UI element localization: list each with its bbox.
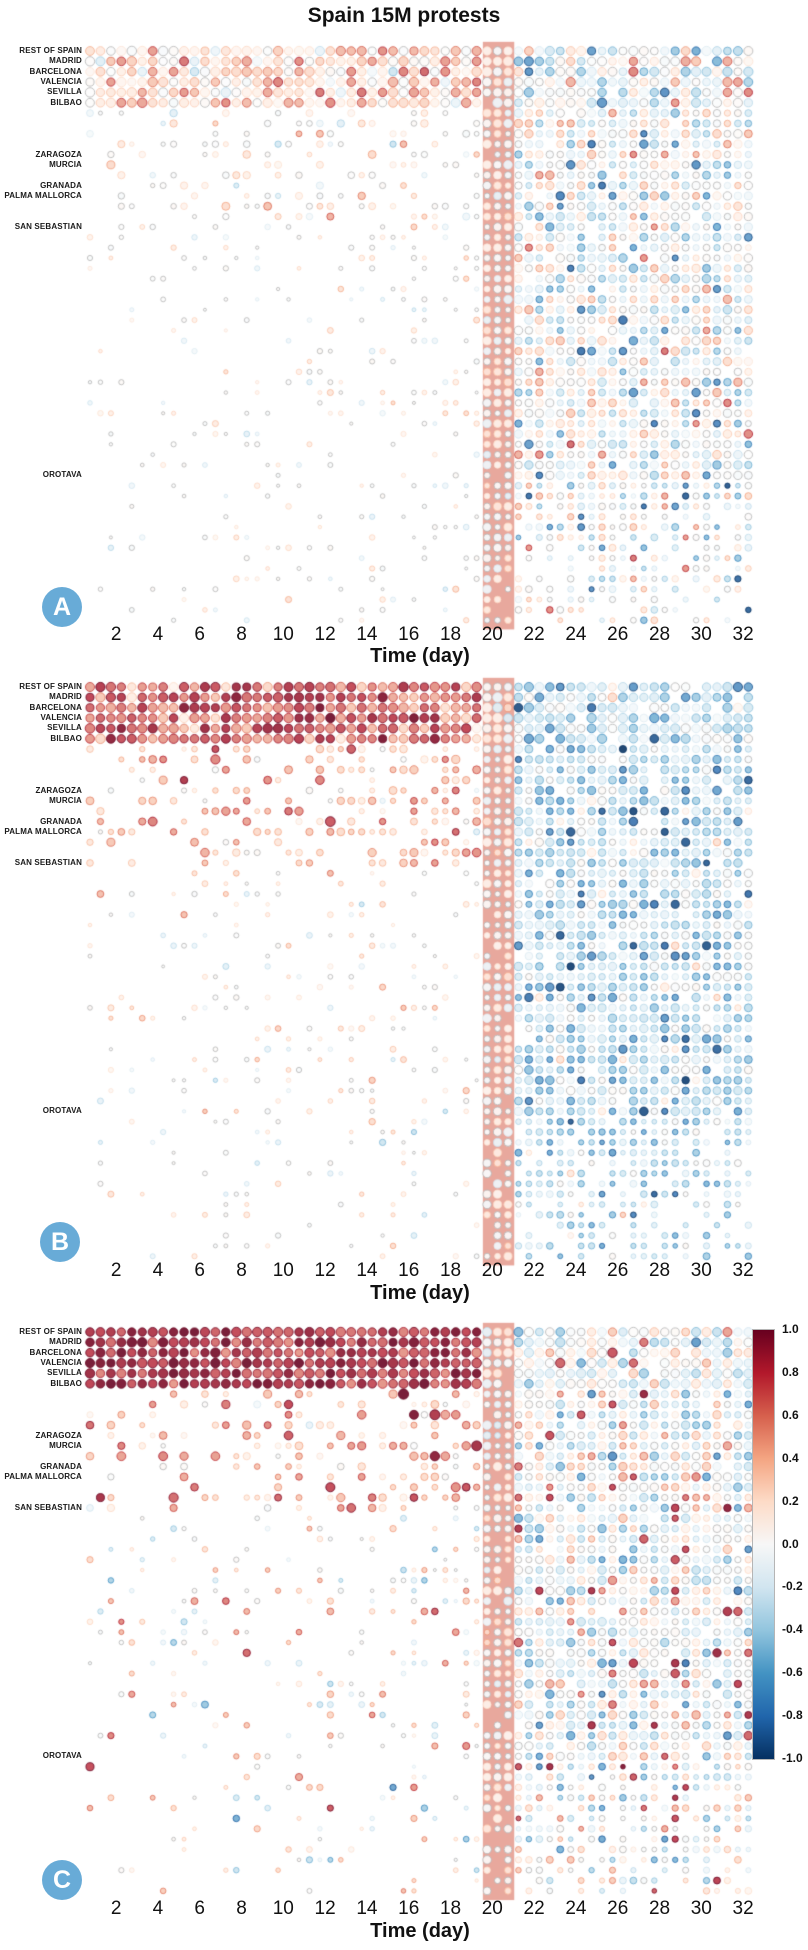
row-label-murcia: MURCIA xyxy=(49,159,82,169)
x-axis-label: Time (day) xyxy=(370,1282,470,1304)
panel-badge-b: B xyxy=(40,1222,80,1262)
row-label-san-sebastian: SAN SEBASTIAN xyxy=(14,857,82,867)
x-tick-label: 28 xyxy=(648,1898,671,1919)
row-label-barcelona: BARCELONA xyxy=(29,1347,82,1357)
colorbar-tick-label: 0.4 xyxy=(782,1450,799,1465)
x-tick-label: 22 xyxy=(523,1898,545,1919)
colorbar-tick-label: 0.0 xyxy=(782,1536,799,1551)
x-tick-label: 16 xyxy=(398,1898,420,1919)
x-tick-label: 26 xyxy=(607,624,629,645)
colorbar-tick-label: 1.0 xyxy=(782,1322,799,1336)
x-tick-label: 24 xyxy=(565,624,587,645)
x-tick-label: 30 xyxy=(690,624,712,645)
row-label-murcia: MURCIA xyxy=(49,795,82,805)
x-tick-label: 4 xyxy=(152,1260,164,1281)
row-label-rest-of-spain: REST OF SPAIN xyxy=(19,46,82,55)
colorbar-tick-label: 0.2 xyxy=(782,1493,799,1508)
x-axis-label: Time (day) xyxy=(370,645,470,667)
x-tick-label: 2 xyxy=(110,1898,122,1919)
x-tick-label: 6 xyxy=(194,1260,205,1281)
x-tick-label: 24 xyxy=(565,1898,587,1919)
x-tick-label: 18 xyxy=(439,1260,462,1281)
x-tick-label: 6 xyxy=(194,1898,205,1919)
x-tick-label: 18 xyxy=(439,1898,462,1919)
x-tick-label: 22 xyxy=(523,624,545,645)
colorbar-tick-label: -0.2 xyxy=(782,1579,803,1594)
row-label-murcia: MURCIA xyxy=(49,1440,82,1450)
row-label-palma-mallorca: PALMA MALLORCA xyxy=(4,826,82,836)
x-tick-label: 20 xyxy=(481,624,503,645)
x-tick-label: 18 xyxy=(439,624,462,645)
x-tick-label: 22 xyxy=(523,1260,545,1281)
row-label-madrid: MADRID xyxy=(49,1337,82,1347)
colorbar-tick-label: -0.4 xyxy=(782,1622,803,1637)
row-label-granada: GRANADA xyxy=(40,816,82,826)
row-label-zaragoza: ZARAGOZA xyxy=(35,149,82,159)
colorbar-gradient xyxy=(752,1329,775,1760)
row-label-zaragoza: ZARAGOZA xyxy=(35,785,82,795)
row-label-valencia: VALENCIA xyxy=(40,713,82,723)
x-axis-label: Time (day) xyxy=(370,1920,470,1942)
x-tick-label: 16 xyxy=(398,624,420,645)
colorbar-tick-label: 0.6 xyxy=(782,1407,799,1422)
x-tick-label: 26 xyxy=(607,1898,629,1919)
x-tick-label: 30 xyxy=(690,1260,712,1281)
colorbar-tick-label: -1.0 xyxy=(782,1751,803,1765)
x-tick-label: 4 xyxy=(152,1898,164,1919)
x-tick-label: 12 xyxy=(314,624,336,645)
row-label-madrid: MADRID xyxy=(49,692,82,702)
x-tick-label: 12 xyxy=(314,1260,336,1281)
x-tick-label: 14 xyxy=(356,1898,378,1919)
row-label-san-sebastian: SAN SEBASTIAN xyxy=(14,1502,82,1512)
x-tick-label: 6 xyxy=(194,624,205,645)
row-label-palma-mallorca: PALMA MALLORCA xyxy=(4,1471,82,1481)
row-label-valencia: VALENCIA xyxy=(40,77,82,87)
row-label-palma-mallorca: PALMA MALLORCA xyxy=(4,190,82,200)
colorbar-tick-label: -0.8 xyxy=(782,1708,803,1723)
x-tick-label: 8 xyxy=(236,1260,247,1281)
row-label-sevilla: SEVILLA xyxy=(47,87,82,97)
x-tick-label: 26 xyxy=(607,1260,629,1281)
x-tick-label: 4 xyxy=(152,624,164,645)
row-label-sevilla: SEVILLA xyxy=(47,1368,82,1378)
row-label-orotava: OROTAVA xyxy=(42,470,82,480)
x-tick-label: 10 xyxy=(272,1898,294,1919)
row-label-orotava: OROTAVA xyxy=(42,1751,82,1761)
x-tick-label: 30 xyxy=(690,1898,712,1919)
row-label-san-sebastian: SAN SEBASTIAN xyxy=(14,221,82,231)
panel-badge-a: A xyxy=(42,587,82,627)
x-tick-label: 28 xyxy=(648,624,671,645)
x-tick-label: 28 xyxy=(648,1260,671,1281)
row-label-bilbao: BILBAO xyxy=(50,97,82,107)
row-label-bilbao: BILBAO xyxy=(50,1378,82,1388)
row-label-sevilla: SEVILLA xyxy=(47,723,82,733)
row-label-valencia: VALENCIA xyxy=(40,1358,82,1368)
row-label-barcelona: BARCELONA xyxy=(29,702,82,712)
row-label-bilbao: BILBAO xyxy=(50,733,82,743)
x-tick-label: 2 xyxy=(110,624,122,645)
x-tick-label: 20 xyxy=(481,1260,503,1281)
row-label-granada: GRANADA xyxy=(40,1461,82,1471)
panel-badge-c: C xyxy=(42,1860,82,1900)
x-tick-label: 14 xyxy=(356,624,378,645)
x-tick-label: 32 xyxy=(732,1260,754,1281)
row-label-rest-of-spain: REST OF SPAIN xyxy=(19,682,82,691)
figure-title: Spain 15M protests xyxy=(307,4,501,27)
x-tick-label: 14 xyxy=(356,1260,378,1281)
row-label-zaragoza: ZARAGOZA xyxy=(35,1430,82,1440)
x-tick-label: 2 xyxy=(110,1260,122,1281)
x-tick-label: 8 xyxy=(236,624,247,645)
row-label-madrid: MADRID xyxy=(49,56,82,66)
x-tick-label: 24 xyxy=(565,1260,587,1281)
row-label-rest-of-spain: REST OF SPAIN xyxy=(19,1327,82,1336)
colorbar-tick-label: 0.8 xyxy=(782,1364,799,1379)
row-label-orotava: OROTAVA xyxy=(42,1106,82,1116)
x-tick-label: 10 xyxy=(272,1260,294,1281)
x-tick-label: 10 xyxy=(272,624,294,645)
row-label-barcelona: BARCELONA xyxy=(29,66,82,76)
x-tick-label: 20 xyxy=(481,1898,503,1919)
x-tick-label: 12 xyxy=(314,1898,336,1919)
x-tick-label: 32 xyxy=(732,624,754,645)
x-tick-label: 32 xyxy=(732,1898,754,1919)
row-label-granada: GRANADA xyxy=(40,180,82,190)
x-tick-label: 16 xyxy=(398,1260,420,1281)
colorbar-tick-label: -0.6 xyxy=(782,1665,803,1680)
x-tick-label: 8 xyxy=(236,1898,247,1919)
